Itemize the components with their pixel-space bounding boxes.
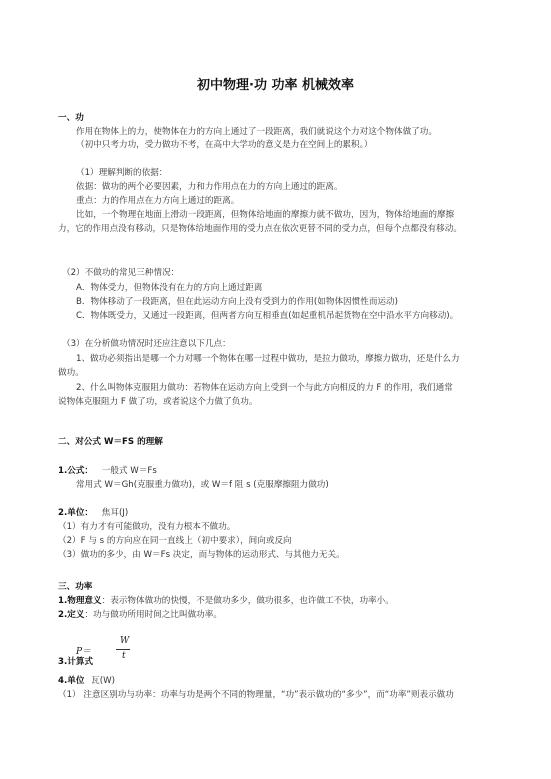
power-unit-value: 瓦(W) bbox=[91, 676, 115, 686]
power-definition-text: ：功与做功所用时间之比叫做功率。 bbox=[84, 610, 222, 620]
section-heading-power: 三、功率 bbox=[58, 582, 93, 592]
fraction-bar bbox=[116, 649, 130, 650]
power-definition-row bbox=[58, 610, 222, 621]
formula-label: 1.公式： bbox=[58, 466, 94, 476]
notes-title: （3）在分析做功情况时还应注意以下几点： bbox=[62, 339, 231, 349]
notes-item1-line2: 做功。 bbox=[58, 368, 84, 378]
power-meaning-text: ：表示物体做功的快慢，不是做功多少，做功很多，也许做工不快，功率小。 bbox=[101, 596, 394, 606]
formula-row bbox=[58, 466, 157, 477]
notes-item2-line1: 2、什么叫物体克服阻力做功：若物体在运动方向上受到一个与此方向相反的力 F 的作用，我们通常 bbox=[76, 383, 453, 393]
formula-denominator: t bbox=[122, 651, 126, 661]
power-definition-label: 2.定义 bbox=[58, 610, 85, 620]
work-definition: 作用在物体上的力，使物体在力的方向上通过了一段距离，我们就说这个力对这个物体做了功。 bbox=[76, 127, 437, 137]
judge-title: （1）理解判断的依据： bbox=[76, 168, 168, 178]
work-note: （初中只考力功，受力做功不考，在高中大学功的意义是力在空间上的累积。） bbox=[76, 140, 373, 150]
no-work-case-b: B．物体移动了一段距离，但在此运动方向上没有受到力的作用(如物体因惯性而运动) bbox=[76, 297, 398, 307]
page-title: 初中物理·功 功率 机械效率 bbox=[197, 78, 354, 93]
formula-lhs: P＝ bbox=[76, 647, 92, 657]
judge-example-line2: 力，它的作用点没有移动，只是物体给地面作用的受力点在依次更替不同的受力点，但每个点都没有移动。 bbox=[58, 224, 462, 234]
unit-note-2: （2）F 与 s 的方向应在同一直线上（初中要求），间向或反向 bbox=[58, 536, 292, 546]
formula-numerator: W bbox=[120, 636, 130, 646]
section-heading-work: 一、功 bbox=[58, 113, 84, 123]
judge-basis: 依据：做功的两个必要因素，力和力作用点在力的方向上通过的距离。 bbox=[76, 182, 343, 192]
no-work-case-a: A．物体受力，但物体没有在力的方向上通过距离 bbox=[76, 283, 263, 293]
power-meaning-row bbox=[58, 596, 394, 607]
unit-note-1: （1）有力才有可能做功，没有力根本不做功。 bbox=[58, 522, 236, 532]
power-vs-work-note: （1） 注意区别功与功率：功率与功是两个不同的物理量，“功”表示做功的“多少”，而“功率”则表示做功 bbox=[58, 690, 454, 700]
formula-general: 一般式 W＝Fs bbox=[101, 466, 157, 476]
calc-label: 3.计算式 bbox=[58, 657, 94, 667]
judge-key-point: 重点：力的作用点在力方向上通过的距离。 bbox=[76, 196, 240, 206]
formula-common: 常用式 W＝Gh(克服重力做功)，或 W＝f 阻 s (克服摩擦阻力做功) bbox=[76, 480, 329, 490]
power-unit-label: 4.单位 bbox=[58, 676, 85, 686]
no-work-case-c: C．物体既受力，又通过一段距离，但两者方向互相垂直(如起重机吊起货物在空中沿水平方向移动)。 bbox=[76, 311, 459, 321]
unit-row bbox=[58, 508, 128, 519]
unit-value: 焦耳(J) bbox=[101, 508, 129, 518]
unit-label: 2.单位： bbox=[58, 508, 94, 518]
notes-item2-line2: 说物体克服阻力 F 做了功，或者说这个力做了负功。 bbox=[58, 397, 258, 407]
power-meaning-label: 1.物理意义 bbox=[58, 596, 102, 606]
notes-item1-line1: 1、做功必须指出是哪一个力对哪一个物体在哪一过程中做功，是拉力做功，摩擦力做功，还是什么力 bbox=[76, 354, 460, 364]
judge-example-line1: 比如，一个物理在地面上滑动一段距离，但物体给地面的摩擦力就不做功，因为，物体给地面的摩擦 bbox=[76, 210, 455, 220]
unit-note-3: （3）做功的多少，由 W＝Fs 决定，而与物体的运动形式、与其他力无关。 bbox=[58, 550, 345, 560]
power-unit-row bbox=[58, 676, 115, 687]
section-heading-formula: 二、对公式 W＝FS 的理解 bbox=[58, 437, 163, 447]
no-work-title: （2）不做功的常见三种情况： bbox=[62, 268, 180, 278]
